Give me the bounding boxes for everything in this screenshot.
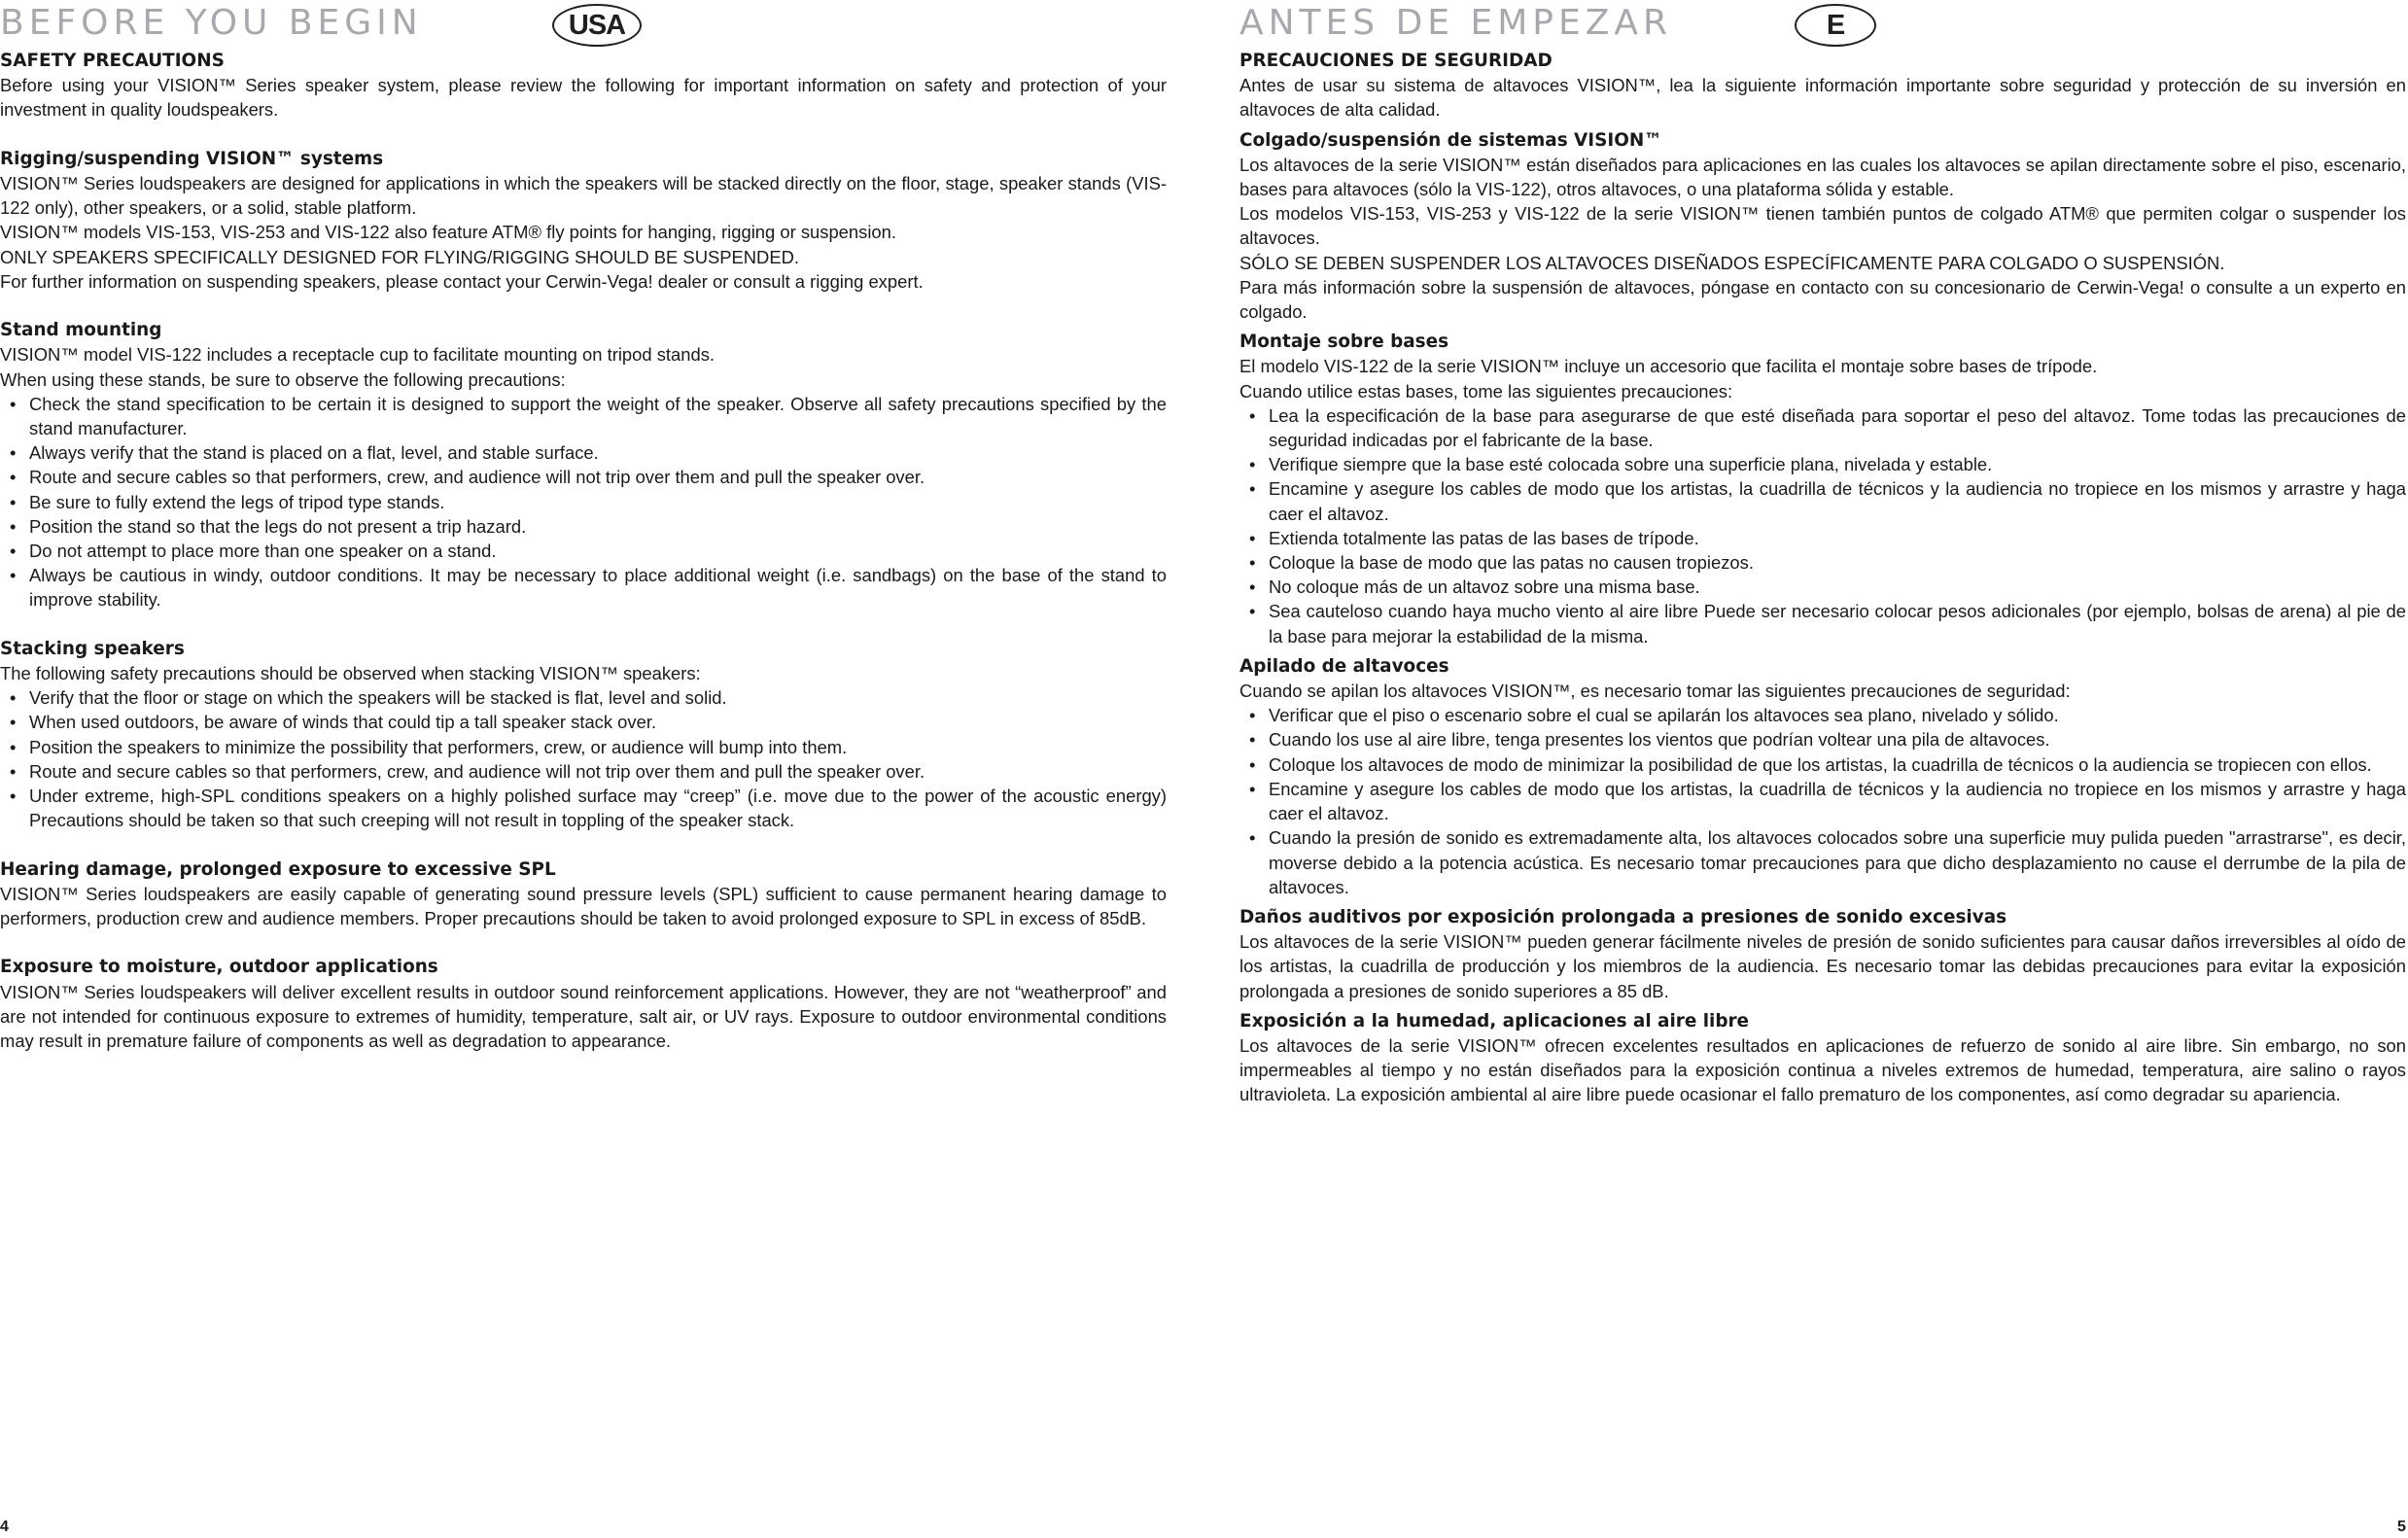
body-paragraph: Cuando se apilan los altavoces VISION™, es necesario tomar las siguientes precauciones de seguridad: [1239, 681, 2071, 702]
section-heading: Apilado de altavoces [1239, 655, 1449, 677]
bullet-item: • Extienda totalmente las patas de las bases de trípode. [1239, 526, 2406, 550]
bullet-item: • Verificar que el piso o escenario sobre el cual se apilarán los altavoces sea plano, nivelado y sólido. [1239, 703, 2406, 727]
bullet-item: • No coloque más de un altavoz sobre una misma base. [1239, 575, 2406, 599]
page-header [0, 0, 1167, 49]
section-heading: Stand mounting [0, 320, 162, 341]
bullet-item: • Lea la especificación de la base para asegurarse de que esté diseñada para soportar el peso del altavoz. Tome todas las precauciones de seguridad indicadas por el fabricante de la base. [1239, 403, 2406, 452]
banner-title: BEFORE YOU BEGIN [0, 3, 423, 43]
bullet-item: • Do not attempt to place more than one speaker on a stand. [0, 539, 1167, 563]
bullet-item: • When used outdoors, be aware of winds that could tip a tall speaker stack over. [0, 710, 1167, 734]
section [1239, 1009, 2406, 1107]
body-paragraph: For further information on suspending speakers, please contact your Cerwin-Vega! dealer or consult a rigging expert. [0, 270, 924, 292]
section [0, 318, 1167, 612]
section-heading: Rigging/suspending VISION™ systems [0, 148, 384, 169]
section [1239, 330, 2406, 648]
body-paragraph: Los altavoces de la serie VISION™ están diseñados para aplicaciones en las cuales los altavoces se apilan directamente sobre el piso, escenario, bases para altavoces (sólo la VIS-122), otros altavoces, o una plataforma sólida y estable. [1239, 154, 2406, 200]
bullet-item: • Position the stand so that the legs do not present a trip hazard. [0, 514, 1167, 539]
page-content [0, 49, 1167, 1053]
body-paragraph: VISION™ Series loudspeakers are designed for applications in which the speakers will be stacked directly on the floor, stage, speaker stands (VIS-122 only), other speakers, or a solid, stable platform. [0, 173, 1167, 219]
bullet-item: • Always verify that the stand is placed on a flat, level, and stable surface. [0, 440, 1167, 465]
bullet-item: • Be sure to fully extend the legs of tripod type stands. [0, 490, 1167, 514]
body-paragraph: Cuando utilice estas bases, tome las siguientes precauciones: [1239, 380, 1733, 402]
section [0, 857, 1167, 931]
section-heading: Montaje sobre bases [1239, 332, 1449, 353]
bullet-item: • Sea cauteloso cuando haya mucho viento al aire libre Puede ser necesario colocar pesos adicionales (por ejemplo, bolsas de arena) al pie de la base para mejorar la estabilidad de la misma. [1239, 599, 2406, 647]
section-heading: Exposure to moisture, outdoor applications [0, 957, 438, 978]
section [0, 637, 1167, 833]
bullet-item: • Check the stand specification to be certain it is designed to support the weight of the speaker. Observe all safety precautions specified by the stand manufacturer. [0, 392, 1167, 440]
language-badge: E [1795, 4, 1876, 47]
body-paragraph: VISION™ models VIS-153, VIS-253 and VIS-122 also feature ATM® fly points for hanging, rigging or suspension. [0, 222, 896, 243]
body-paragraph: Los modelos VIS-153, VIS-253 y VIS-122 de la serie VISION™ tienen también puntos de colgado ATM® que permiten colgar o suspender los altavoces. [1239, 203, 2406, 249]
body-paragraph: El modelo VIS-122 de la serie VISION™ incluye un accesorio que facilita el montaje sobre bases de trípode. [1239, 356, 2098, 377]
section-heading: Colgado/suspensión de sistemas VISION™ [1239, 129, 1662, 151]
bullet-list [0, 392, 1167, 612]
section [0, 49, 1167, 122]
bullet-item: • Position the speakers to minimize the possibility that performers, crew, or audience will bump into them. [0, 735, 1167, 759]
section [1239, 654, 2406, 899]
bullet-list [0, 685, 1167, 832]
section [0, 955, 1167, 1053]
body-paragraph: VISION™ model VIS-122 includes a receptacle cup to facilitate mounting on tripod stands. [0, 344, 715, 366]
bullet-item: • Verifique siempre que la base esté colocada sobre una superficie plana, nivelada y estable. [1239, 452, 2406, 476]
body-paragraph: The following safety precautions should be observed when stacking VISION™ speakers: [0, 663, 701, 684]
section-heading: Hearing damage, prolonged exposure to excessive SPL [0, 858, 556, 880]
page-number: 4 [0, 1519, 9, 1535]
section-heading: SAFETY PRECAUTIONS [0, 51, 225, 71]
section-heading: Exposición a la humedad, aplicaciones al aire libre [1239, 1010, 1750, 1031]
page-content [1239, 49, 2406, 1107]
section [1239, 128, 2406, 325]
body-paragraph: VISION™ Series loudspeakers will deliver excellent results in outdoor sound reinforcement applications. However, they are not “weatherproof” and are not intended for continuous exposure to extremes of humidity, temperature, salt air, or UV rays. Exposure to outdoor environmental conditions may result in premature failure of components as well as degradation to appearance. [0, 981, 1167, 1052]
banner-title: ANTES DE EMPEZAR [1239, 3, 1673, 43]
body-paragraph: ONLY SPEAKERS SPECIFICALLY DESIGNED FOR FLYING/RIGGING SHOULD BE SUSPENDED. [0, 246, 799, 267]
bullet-item: • Under extreme, high-SPL conditions speakers on a highly polished surface may “creep” (i.e. move due to the power of the acoustic energy) Precautions should be taken so that such creeping will not result in toppling of the speaker stack. [0, 784, 1167, 832]
page-number: 5 [2397, 1519, 2406, 1535]
bullet-item: • Cuando los use al aire libre, tenga presentes los vientos que podrían voltear una pila de altavoces. [1239, 727, 2406, 752]
bullet-item: • Route and secure cables so that performers, crew, and audience will not trip over them and pull the speaker over. [0, 465, 1167, 489]
section [1239, 49, 2406, 122]
section-heading: PRECAUCIONES DE SEGURIDAD [1239, 51, 1553, 71]
bullet-item: • Coloque los altavoces de modo de minimizar la posibilidad de que los artistas, la cuadrilla de técnicos o la audiencia se tropiecen con ellos. [1239, 752, 2406, 777]
language-badge: USA [552, 4, 642, 47]
bullet-item: • Coloque la base de modo que las patas no causen tropiezos. [1239, 550, 2406, 575]
page-right [1239, 0, 2406, 1107]
bullet-item: • Cuando la presión de sonido es extremadamente alta, los altavoces colocados sobre una superficie muy pulida pueden "arrastrarse", es decir, moverse debido a la potencia acústica. Es necesario tomar precauciones para que dicho desplazamiento no cause el derrumbe de la pila de altavoces. [1239, 825, 2406, 899]
bullet-item: • Route and secure cables so that performers, crew, and audience will not trip over them and pull the speaker over. [0, 759, 1167, 784]
bullet-item: • Encamine y asegure los cables de modo que los artistas, la cuadrilla de técnicos y la audiencia no tropiece en los mismos y arrastre y haga caer el altavoz. [1239, 777, 2406, 825]
bullet-item: • Verify that the floor or stage on which the speakers will be stacked is flat, level and solid. [0, 685, 1167, 710]
bullet-item: • Always be cautious in windy, outdoor conditions. It may be necessary to place additional weight (i.e. sandbags) on the base of the stand to improve stability. [0, 563, 1167, 612]
body-paragraph: SÓLO SE DEBEN SUSPENDER LOS ALTAVOCES DISEÑADOS ESPECÍFICAMENTE PARA COLGADO O SUSPENSIÓN. [1239, 252, 2225, 273]
bullet-list [1239, 403, 2406, 648]
body-paragraph: Before using your VISION™ Series speaker system, please review the following for important information on safety and protection of your investment in quality loudspeakers. [0, 75, 1167, 121]
bullet-list [1239, 703, 2406, 899]
page-header [1239, 0, 2406, 49]
bullet-item: • Encamine y asegure los cables de modo que los artistas, la cuadrilla de técnicos y la audiencia no tropiece en los mismos y arrastre y haga caer el altavoz. [1239, 476, 2406, 525]
body-paragraph: Los altavoces de la serie VISION™ pueden generar fácilmente niveles de presión de sonido suficientes para causar daños irreversibles al oído de los artistas, la cuadrilla de producción y los miembros de la audiencia. Es necesario tomar las debidas precauciones para evitar la exposición prolongada a presiones de sonido superiores a 85 dB. [1239, 931, 2406, 1001]
page-left [0, 0, 1167, 1053]
body-paragraph: Los altavoces de la serie VISION™ ofrecen excelentes resultados en aplicaciones de refuerzo de sonido al aire libre. Sin embargo, no son impermeables al tiempo y no están diseñados para la exposición continua a niveles extremos de humedad, temperatura, aire salino o rayos ultravioleta. La exposición ambiental al aire libre puede ocasionar el fallo prematuro de los componentes, así como degradar su apariencia. [1239, 1034, 2406, 1105]
body-paragraph: VISION™ Series loudspeakers are easily capable of generating sound pressure levels (SPL) sufficient to cause permanent hearing damage to performers, production crew and audience members. Proper precautions should be taken to avoid prolonged exposure to SPL in excess of 85dB. [0, 883, 1167, 929]
section [0, 147, 1167, 294]
section-heading: Stacking speakers [0, 638, 185, 659]
section-heading: Daños auditivos por exposición prolongada a presiones de sonido excesivas [1239, 906, 2007, 927]
body-paragraph: Para más información sobre la suspensión de altavoces, póngase en contacto con su concesionario de Cerwin-Vega! o consulte a un experto en colgado. [1239, 276, 2406, 323]
body-paragraph: When using these stands, be sure to observe the following precautions: [0, 368, 566, 390]
body-paragraph: Antes de usar su sistema de altavoces VISION™, lea la siguiente información importante sobre seguridad y protección de su inversión en altavoces de alta calidad. [1239, 75, 2406, 121]
section [1239, 905, 2406, 1003]
